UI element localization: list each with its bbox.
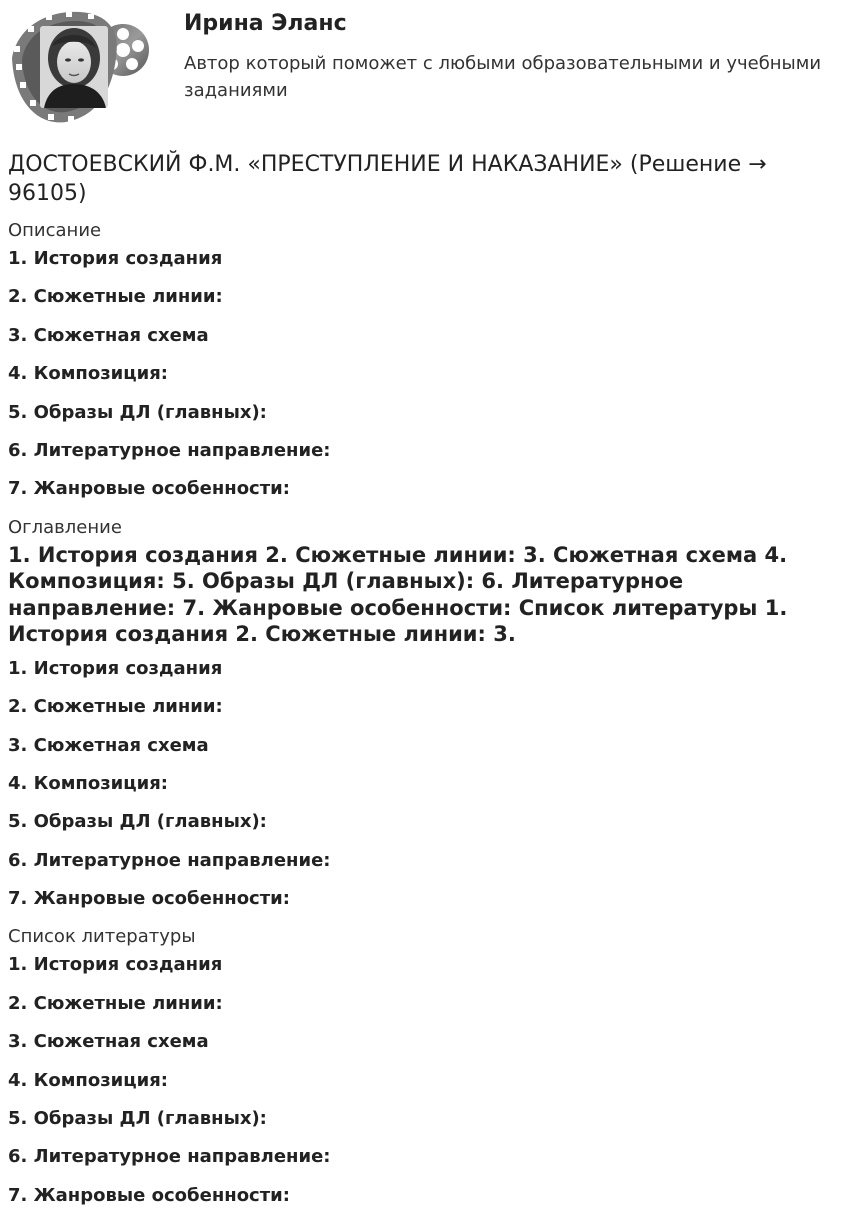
author-header xyxy=(0,0,847,140)
list-item: 3. Сюжетная схема xyxy=(8,734,209,756)
list-item: 1. История создания xyxy=(8,248,223,269)
list-item: 4. Композиция: xyxy=(8,363,169,385)
section-label-description: Описание xyxy=(8,220,102,241)
list-item: 2. Сюжетные линии: xyxy=(8,286,223,308)
description-list xyxy=(8,242,840,511)
list-item: 1. История создания xyxy=(8,657,223,679)
avatar[interactable] xyxy=(8,6,150,128)
list-item: 4. Композиция: xyxy=(8,1069,169,1091)
list-item: 3. Сюжетная схема xyxy=(8,324,209,346)
list-item: 6. Литературное направление: xyxy=(8,1146,331,1168)
list-item: 7. Жанровые особенности: xyxy=(8,478,290,500)
list-item: 2. Сюжетные линии: xyxy=(8,992,223,1014)
document-content xyxy=(8,150,840,1217)
list-item: 1. История создания xyxy=(8,954,223,976)
list-item: 7. Жанровые особенности: xyxy=(8,888,290,910)
list-item: 6. Литературное направление: xyxy=(8,849,331,871)
page-title: ДОСТОЕВСКИЙ Ф.М. «ПРЕСТУПЛЕНИЕ И НАКАЗАНИЕ» (Решение → 96105) xyxy=(8,152,767,206)
list-item: 3. Сюжетная схема xyxy=(8,1031,209,1053)
author-name[interactable]: Ирина Эланс xyxy=(184,11,347,36)
list-item: 2. Сюжетные линии: xyxy=(8,696,223,718)
list-item: 5. Образы ДЛ (главных): xyxy=(8,811,267,833)
toc-list xyxy=(8,652,840,921)
list-item: 5. Образы ДЛ (главных): xyxy=(8,1108,267,1130)
references-list xyxy=(8,948,840,1217)
section-label-toc: Оглавление xyxy=(8,516,122,538)
author-description: Автор который поможет с любыми образовательными и учебными заданиями xyxy=(184,53,822,101)
film-reel-avatar-icon xyxy=(8,6,150,128)
list-item: 4. Композиция: xyxy=(8,772,169,794)
list-item: 6. Литературное направление: xyxy=(8,439,331,461)
list-item: 5. Образы ДЛ (главных): xyxy=(8,401,267,423)
section-label-references: Список литературы xyxy=(8,926,196,948)
toc-summary: 1. История создания 2. Сюжетные линии: 3. Сюжетная схема 4. Композиция: 5. Образы ДЛ (главных): 6. Литературное направление: 7. Жанровые особенности: Список литературы 1. История создания 2. Сюжетные линии: 3. xyxy=(8,542,788,647)
list-item: 7. Жанровые особенности: xyxy=(8,1184,290,1206)
